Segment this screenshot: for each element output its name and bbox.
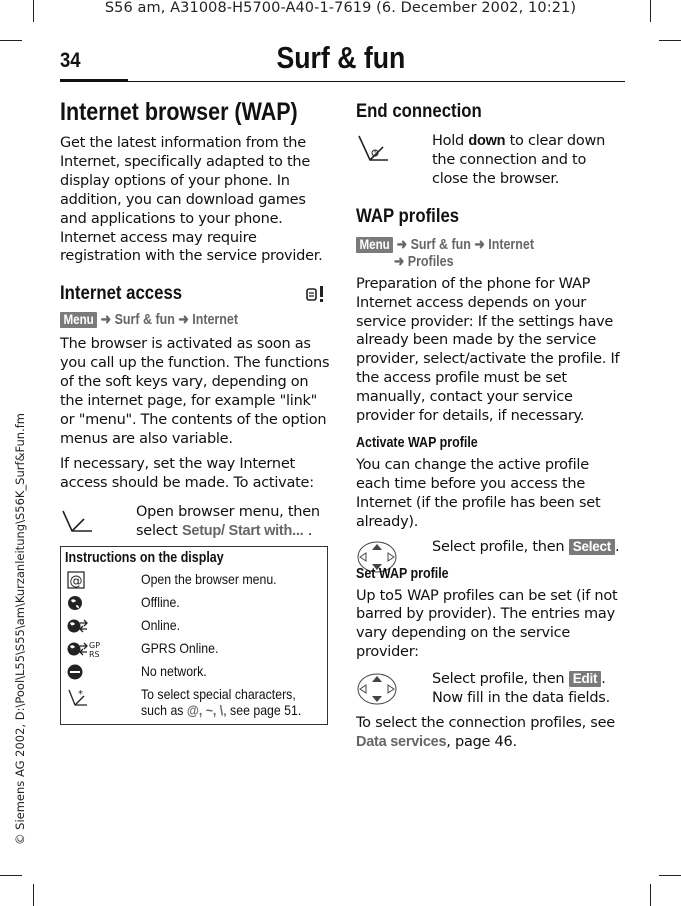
page-number-bar: [60, 79, 128, 82]
table-row: Offline.: [61, 591, 327, 614]
intro-paragraph: Get the latest information from the Internet, specifically adapted to the display options of your phone. In addition, you can download games and applications to your phone. Internet access may require registration with the service provider.: [60, 135, 323, 265]
data-services-link: Data services: [356, 733, 447, 750]
at-sign-icon: [67, 571, 89, 589]
svg-text:GP: GP: [89, 641, 101, 651]
crop-mark: [659, 875, 681, 876]
globe-online-icon: [67, 617, 89, 635]
edit-softkey: Edit: [569, 671, 602, 687]
profiles-paragraph: Preparation of the phone for WAP Internet access depends on your service provider: If the settings have already been made by the service provider, select/activate the profile. If the access profile must be set manually, contact your service provider for details, if necessary.: [356, 275, 620, 425]
edit-profile-step: Select profile, then Edit . Now fill in the data fields.: [356, 670, 626, 708]
no-network-icon: [67, 663, 89, 681]
table-row: @ Open the browser menu.: [61, 568, 327, 591]
path-step: Internet: [488, 236, 534, 253]
select-softkey: Select: [569, 539, 615, 555]
table-row: * To select special characters, such as @, ~, \, see page 51.: [61, 683, 327, 724]
crop-mark: [33, 884, 34, 906]
menu-key: Menu: [356, 237, 393, 253]
svg-text:RS: RS: [89, 650, 100, 659]
left-softkey-icon: [60, 505, 96, 535]
section-title: Internet browser (WAP): [60, 98, 298, 126]
path-step: Surf & fun: [114, 312, 175, 329]
connection-profiles-paragraph: To select the connection profiles, see Data services, page 46.: [356, 714, 615, 750]
display-instructions-table: [60, 546, 328, 725]
access-paragraph: The browser is activated as soon as you call up the function. The functions of the soft keys vary, depending on the internet page, for example "link" or "menu". The contents of the option menus are also variable.: [60, 336, 330, 447]
table-heading: Instructions on the display: [65, 550, 224, 567]
set-profile-heading: Set WAP profile: [356, 565, 449, 582]
wap-profiles-heading: WAP profiles: [356, 204, 460, 227]
arrow-right-icon: ➜: [178, 312, 193, 329]
page-number: 34: [60, 49, 81, 72]
globe-icon: [67, 594, 89, 612]
service-provider-icon: [305, 284, 329, 304]
setup-paragraph: If necessary, set the way Internet access should be made. To activate:: [60, 455, 314, 491]
star-key-icon: [67, 686, 89, 708]
chapter-title: Surf & fun: [276, 40, 405, 75]
path-step: Surf & fun: [410, 236, 471, 253]
crop-mark: [0, 875, 22, 876]
path-step: Profiles: [407, 253, 454, 270]
menu-key: Menu: [60, 312, 97, 328]
arrow-right-icon: ➜: [474, 236, 489, 253]
arrow-right-icon: ➜: [396, 236, 411, 253]
open-browser-step: Open browser menu, then select Setup/ Start with... .: [60, 503, 330, 541]
svg-text:*: *: [78, 689, 83, 701]
left-column: [60, 96, 330, 725]
internet-access-heading: Internet access: [60, 282, 183, 305]
arrow-right-icon: ➜: [100, 312, 115, 329]
end-connection-heading: End connection: [356, 100, 482, 122]
svg-text:@: @: [69, 574, 83, 590]
activate-profile-heading: Activate WAP profile: [356, 434, 478, 451]
select-profile-step: Select profile, then Select .: [356, 538, 626, 557]
access-menu-path: [60, 312, 330, 329]
access-heading-row: [60, 280, 330, 306]
navigation-key-icon: [356, 672, 398, 706]
arrow-right-icon: ➜: [393, 253, 408, 270]
end-key-icon: [356, 134, 392, 166]
crop-mark: [650, 884, 651, 906]
table-row: GP RS GPRS Online.: [61, 637, 327, 660]
table-row: Online.: [61, 614, 327, 637]
end-connection-step: Hold down to clear down the connection and to close the browser.: [356, 132, 626, 189]
path-step: Internet: [192, 312, 238, 329]
copyright-side-note: © Siemens AG 2002, D:\Pool\L55\S55\am\Kurzanleitung\S56K_Surf&Fun.fm: [13, 413, 27, 845]
set-paragraph: Up to5 WAP profiles can be set (if not barred by provider). The entries may vary depending on the service provider:: [356, 587, 618, 661]
special-characters: @, ~, \: [186, 702, 224, 719]
globe-gprs-icon: [67, 640, 111, 658]
header-rule: [128, 81, 625, 82]
setup-start-with-link: Setup/ Start with...: [181, 522, 304, 539]
running-head: S56 am, A31008-H5700-A40-1-7619 (6. December 2002, 10:21): [104, 0, 577, 16]
down-key-label: down: [468, 133, 506, 149]
table-row: No network.: [61, 660, 327, 683]
activate-paragraph: You can change the active profile each time before you access the Internet (if the profile has been set already).: [356, 456, 601, 530]
profiles-menu-path: [356, 237, 626, 271]
right-column: [356, 98, 626, 752]
